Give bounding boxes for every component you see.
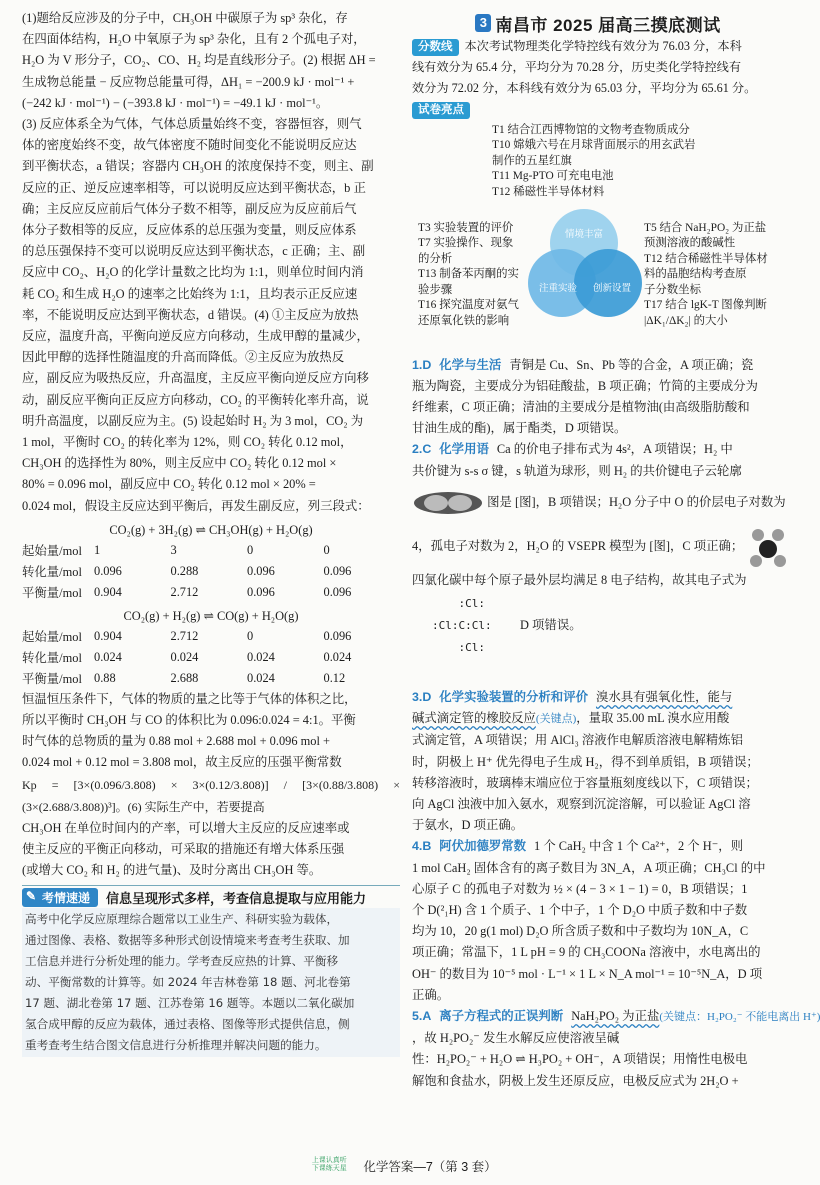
text-line: 项正确；常温下，1 L pH = 9 的 CH₃COONa 溶液中，水电离出的: [412, 945, 761, 960]
text-line: 正确。: [412, 987, 450, 1002]
table-row: 平衡量/mol 0.88 2.688 0.024 0.12: [22, 670, 346, 687]
three-step-table-side: [22, 626, 400, 689]
text-line: CH₃OH 在单位时间内的产率，可以增大主反应的反应速率或: [22, 820, 350, 835]
highlight-right-group: T5 结合 NaH₂PO₂ 为正盐 预测溶液的酸碱性 T12 结合稀磁性半导体材 料的晶胞结构考查原 子分数坐标 T17 结合 lgK-T 图像判断 |ΔK₁/ΔK₂| 的大小: [644, 221, 768, 327]
text-line: 耗 CO₂ 和生成 H₂O 的速率之比始终为 1:1，且均表示正反应速: [22, 286, 358, 301]
text-line: 生成物总能量 − 反应物总能量可得，ΔH₁ = −200.9 kJ · mol⁻¹ +: [22, 74, 355, 89]
text-line: 个 D(²₁H) 含 1 个质子、1 个中子，1 个 D₂O 中质子数和中子数: [412, 903, 748, 918]
table-row: 平衡量/mol 0.904 2.712 0.096 0.096: [22, 584, 352, 601]
text-line: 的总压强保持不变可以说明反应达到平衡状态，c 正确；主、副: [22, 244, 366, 259]
text-line: 0.024 mol + 0.12 mol = 3.808 mol，故主反应的压强平衡常数: [22, 755, 342, 770]
text-line: 共价键为 s-s σ 键，s 轨道为球形，则 H₂ 的共价键电子云轮廓: [412, 463, 742, 478]
text-line: 甘油生成的酯)，属于酯类，D 项错误。: [412, 421, 627, 436]
answer-topic: 阿伏加德罗常数: [439, 839, 527, 854]
text-line: 四氯化碳中每个原子最外层均满足 8 电子结构，故其电子式为: [412, 572, 747, 587]
answer-2: 2.C 化学用语 Ca 的价电子排布式为 4s²，A 项错误；H₂ 中 共价键为 s-s σ 键，s 轨道为球形，则 H₂ 的共价键电子云轮廓 图是 [图]，B 项错误；H₂O 分子中 O 的价层电子对数为 4，孤电子对数为 2，H₂O 的 VSEPR 模型为 [图]，C 项正确； 四氯化碳中每个原子最外层均满足 8 电子结构，故其电子式为 :Cl: :Cl:C:Cl: :Cl: D 项错误。: [412, 439, 784, 687]
answer-1: 1.D 化学与生活 青铜是 Cu、Sn、Pb 等的合金，A 项正确；瓷 瓶为陶瓷，主要成分为铝硅酸盐，B 项正确；竹简的主要成分为 纤维素，C 项正确；清油的主要成分是植物油(由高级脂肪酸和 甘油生成的酯)，属于酯类，D 项错误。: [412, 355, 784, 440]
text-line: 应，副反应为吸热反应，升高温度，主反应平衡向逆反应方向移: [22, 371, 369, 386]
text-line: 反应中 CO₂、H₂O 的化学计量数之比均为 1:1，则单位时间内消: [22, 265, 364, 280]
right-column: [412, 8, 820, 1141]
h2-electron-cloud-image: [412, 490, 484, 516]
score-line-paragraph: 分数线 本次考试物理类化学特控线有效分为 76.03 分，本科 线有效分为 65.4 分，平均分为 70.28 分，历史类化学特控线有 效分为 72.02 分，本科线有效分为 65.03 分，平均分为 65.61 分。: [412, 36, 784, 100]
text-line: 17 题、湖北卷第 17 题、江苏卷第 16 题等。本题以二氧化碳加: [25, 996, 355, 1011]
text-line: 转移溶液时，玻璃棒末端应位于容量瓶刻度线以下，C 项错误；: [412, 775, 758, 790]
text-line: 所以平衡时 CH₃OH 与 CO 的体积比为 0.096:0.024 = 4:1。平衡: [22, 713, 356, 728]
highlight-top-group: T1 结合江西博物馆的文物考查物质成分 T10 嫦娥六号在月球背面展示的用玄武岩 制作的五星红旗 T11 Mg-PTO 可充电电池 T12 稀磁性半导体材料: [492, 123, 696, 198]
solution-paragraph-3: [22, 818, 400, 882]
answer-topic: 化学与生活: [439, 357, 502, 372]
text-line: 于氨水，D 项正确。: [412, 818, 524, 833]
text-line: 到平衡状态，a 错误；容器内 CH₃OH 的浓度保持不变，则主、副: [22, 159, 374, 174]
solution-paragraph-2: [22, 689, 400, 774]
text-line: 向 AgCl 浊液中加入氨水，观察到沉淀溶解，可以验证 AgCl 溶: [412, 797, 751, 812]
exam-tip-box: [22, 885, 400, 1057]
text-line: 解饱和食盐水，阴极上发生还原反应，电极反应式为 2H₂O +: [412, 1073, 739, 1088]
text-line: 反应，温度升高，平衡向逆反应方向移动，生成甲醇的量减少，: [22, 329, 369, 344]
exam-tip-badge: ✎ 考情速递: [22, 888, 98, 907]
text-line: 效分为 72.02 分，本科线有效分为 65.03 分，平均分为 65.61 分。: [412, 81, 757, 96]
text-line: 率，不能说明反应达到平衡状态，d 错误。(4) ①主反应为放热: [22, 307, 359, 322]
pencil-icon: ✎: [26, 888, 37, 903]
highlight-diagram: [412, 123, 784, 355]
text-line: OH⁻ 的数目为 10⁻⁵ mol · L⁻¹ × 1 L × N_A mol⁻¹ = 10⁻⁵N_A，D 项: [412, 966, 763, 981]
key-point-note: (关键点：H₂PO₂⁻ 不能电离出 H⁺): [659, 1011, 820, 1024]
text-line: 重考查考生结合图文信息进行分析推理并解决问题的能力。: [25, 1038, 327, 1053]
text-line: 式滴定管，A 项错误；用 AlCl₃ 溶液作电解质溶液电解精炼铝: [412, 733, 743, 748]
text-line: 氢合成甲醇的反应为载体，通过表格、图像等形式提供信息，侧: [25, 1017, 350, 1032]
text-line: 均为 10，20 g(1 mol) D₂O 所含质子数和中子数均为 10N_A，C: [412, 924, 749, 939]
answer-topic: 化学用语: [439, 442, 489, 457]
table-row: 转化量/mol 0.024 0.024 0.024 0.024: [22, 649, 352, 666]
text-line: 因此甲醇的选择性随温度的升高而降低。②主反应为放热反: [22, 350, 345, 365]
text-line: 80% = 0.096 mol，副反应中 CO₂ 转化 0.12 mol × 20% =: [22, 477, 316, 492]
text-line: 性：H₂PO₂⁻ + H₂O ⇌ H₃PO₂ + OH⁻，A 项错误；用惰性电极电: [412, 1052, 748, 1067]
text-line: CH₃OH 的选择性为 80%，则主反应中 CO₂ 转化 0.12 mol ×: [22, 456, 337, 471]
text-line: (1)题给反应涉及的分子中，CH₃OH 中碳原子为 sp³ 杂化，存: [22, 11, 348, 25]
highlight-tag: 试卷亮点: [412, 102, 470, 119]
answer-5: 5.A 离子方程式的正误判断 NaH₂PO₂ 为正盐(关键点：H₂PO₂⁻ 不能电离出 H⁺) ，故 H₂PO₂⁻ 发生水解反应使溶液呈碱 性：H₂PO₂⁻ + H₂O ⇌ H₃PO₂ + OH⁻，A 项错误；用惰性电极电 解饱和食盐水，阴极上发生还原反应，电极反应式为 2H₂O +: [412, 1006, 784, 1092]
score-line-tag: 分数线: [412, 39, 459, 56]
publisher-logo: 上课认真听 下课练天星: [311, 1157, 347, 1172]
text-line: 线有效分为 65.4 分，平均分为 70.28 分，历史类化学特控线有: [412, 60, 742, 75]
ccl4-electron-formula: :Cl: :Cl:C:Cl: :Cl:: [432, 597, 492, 655]
text-line: 反应的正、逆反应速率相等，可以说明反应达到平衡状态，b 正: [22, 180, 366, 195]
equation-side-reaction: CO₂(g) + H₂(g) ⇌ CO(g) + H₂O(g): [123, 608, 299, 623]
highlight-left-group: T3 实验装置的评价 T7 实验操作、现象 的分析 T13 制备苯丙酮的实 验步骤 T16 探究温度对氨气 还原氧化铁的影响: [418, 221, 519, 327]
text-line: 明升高温度，以副反应为主。(5) 设起始时 H₂ 为 3 mol，CO₂ 为: [22, 413, 364, 428]
section-title: 南昌市 2025 届高三摸底测试: [495, 15, 721, 35]
text-line: ，故 H₂PO₂⁻ 发生水解反应使溶液呈碱: [412, 1031, 620, 1046]
text-line: 动、平衡常数的计算等。如 2024 年吉林卷第 18 题、河北卷第: [25, 975, 351, 990]
kp-expression: Kp = [3×(0.096/3.808) × 3×(0.12/3.808)] / [3×(0.88/3.808) × (3×(2.688/3.808))³]。(6) 实际生产中，若要提高: [22, 777, 400, 814]
table-row: 起始量/mol 0.904 2.712 0 0.096: [22, 628, 352, 645]
venn-label-right: 创新设置: [592, 283, 632, 294]
text-line: 动，副反应平衡向正反应方向移动，CO₂ 的平衡转化率升高，说: [22, 392, 369, 407]
answer-4: 4.B 阿伏加德罗常数 1 个 CaH₂ 中含 1 个 Ca²⁺，2 个 H⁻，则 1 mol CaH₂ 固体含有的离子数目为 3N_A，A 项正确；CH₃Cl 的中 心原子 C 的孤电子对数为 ½ × (4 − 3 × 1 − 1) = 0，B 项错误；1 个 D(²₁H) 含 1 个质子、1 个中子，1 个 D₂O 中质子数和中子数 均为 10，20 g(1 mol) D₂O 所含质子数和中子数均为 10N_A，C 项正确；常温下，1 L pH = 9 的 CH₃COONa 溶液中，水电离出的 OH⁻ 的数目为 10⁻⁵ mol · L⁻¹ × 1 L × N_A mol⁻¹ = 10⁻⁵N_A，D 项 正确。: [412, 836, 784, 1006]
text-line: 使主反应的平衡正向移动，可采取的措施还有增大体系压强: [22, 841, 345, 856]
text-line: 通过图像、表格、数据等多种形式创设情境来考查考生获取、加: [25, 933, 350, 948]
text-line: (3) 反应体系全为气体，气体总质量始终不变，容器恒容，则气: [22, 117, 362, 132]
exam-tip-title: 信息呈现形式多样，考查信息提取与应用能力: [106, 890, 367, 906]
key-point-note: (关键点): [535, 713, 577, 726]
answer-number: 1.D: [412, 357, 432, 372]
text-line: 时，阴极上 H⁺ 优先得电子生成 H₂，得不到单质铝，B 项错误；: [412, 754, 759, 769]
exam-tip-body: [22, 908, 400, 1057]
highlight-tag-row: [412, 102, 784, 119]
text-line: 时气体的总物质的量为 0.88 mol + 2.688 mol + 0.096 mol +: [22, 734, 331, 749]
venn-circles: [524, 205, 644, 325]
text-line: 1 mol CaH₂ 固体含有的离子数目为 3N_A，A 项正确；CH₃Cl 的中: [412, 860, 766, 875]
table-row: 起始量/mol 1 3 0 0: [22, 542, 330, 559]
left-column: [22, 8, 400, 1141]
page-footer: [0, 1153, 800, 1179]
text-line: 工信息并进行分析处理的能力。学考查反应热的计算、平衡移: [25, 954, 339, 969]
answer-number: 2.C: [412, 442, 432, 457]
answer-number: 4.B: [412, 839, 432, 854]
text-line: H₂O 为 V 形分子，CO₂、CO、H₂ 均是直线形分子。(2) 根据 ΔH =: [22, 53, 376, 68]
text-line: (或增大 CO₂ 和 H₂ 的进气量)、及时分离出 CH₃OH 等。: [22, 863, 322, 878]
section-number: 3: [475, 14, 491, 32]
text-line: 高考中化学反应原理综合题常以工业生产、科研实验为载体，: [25, 912, 339, 927]
answer-number: 5.A: [412, 1009, 432, 1024]
venn-circle-right: [574, 249, 642, 317]
text-line: 恒温恒压条件下，气体的物质的量之比等于气体的体积之比，: [22, 691, 357, 706]
text-line: 心原子 C 的孤电子对数为 ½ × (4 − 3 × 1 − 1) = 0，B 项错误；1: [412, 881, 748, 896]
text-line: 纤维素，C 项正确；清油的主要成分是植物油(由高级脂肪酸和: [412, 400, 750, 415]
equation-main-reaction: CO₂(g) + 3H₂(g) ⇌ CH₃OH(g) + H₂O(g): [109, 522, 313, 537]
text-line: (−242 kJ · mol⁻¹) − (−393.8 kJ · mol⁻¹) = −49.1 kJ · mol⁻¹。: [22, 95, 329, 110]
section-header: [412, 10, 784, 36]
table-row: 转化量/mol 0.096 0.288 0.096 0.096: [22, 563, 352, 580]
answer-topic: 离子方程式的正误判断: [439, 1009, 564, 1024]
text-line: 体分子数相等的反应，反应体系的总压强为变量，则反应体系: [22, 223, 357, 238]
answer-3: 3.D 化学实验装置的分析和评价 溴水具有强氧化性，能与 碱式滴定管的橡胶反应(关键点)，量取 35.00 mL 溴水应用酸 式滴定管，A 项错误；用 AlCl₃ 溶液作电解质溶液电解精炼铝 时，阴极上 H⁺ 优先得电子生成 H₂，得不到单质铝，B 项错误； 转移溶液时，玻璃棒末端应位于容量瓶刻度线以下，C 项错误； 向 AgCl 浊液中加入氨水，观察到沉淀溶解，可以验证 AgCl 溶 于氨水，D 项正确。: [412, 687, 784, 836]
footer-page-label: 化学答案—7（第 3 套）: [363, 1160, 497, 1174]
text-line: 0.024 mol，假设主反应达到平衡后，再发生副反应，列三段式：: [22, 498, 370, 513]
venn-label-left: 注重实验: [538, 283, 578, 294]
text-line: 体的密度始终不变，故气体密度不随时间变化不能说明反应达: [22, 138, 357, 153]
text-line: 1 mol，平衡时 CO₂ 的转化率为 12%，则 CO₂ 转化 0.12 mol，: [22, 435, 353, 450]
text-line: 瓶为陶瓷，主要成分为铝硅酸盐，B 项正确；竹简的主要成分为: [412, 378, 758, 393]
three-step-table-main: [22, 540, 400, 603]
venn-label-top: 情境丰富: [564, 229, 604, 240]
answer-topic: 化学实验装置的分析和评价: [439, 690, 588, 705]
answer-number: 3.D: [412, 690, 432, 705]
text-line: 在四面体结构，H₂O 中氧原子为 sp³ 杂化，且有 2 个孤电子对，: [22, 32, 366, 47]
vsepr-model-image: [746, 525, 790, 569]
exam-tip-header: [22, 886, 400, 908]
solution-paragraph-1: [22, 8, 400, 517]
text-line: 确；主反应反应前后气体分子数不相等，副反应为反应前后气: [22, 201, 357, 216]
